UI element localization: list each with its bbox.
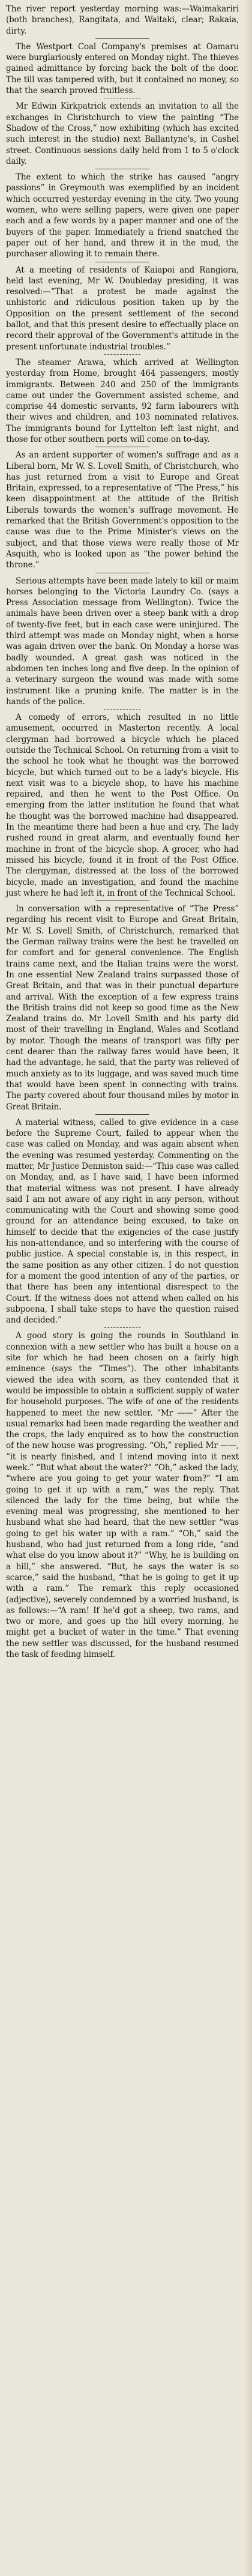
paragraph-womens-suffrage: As an ardent supporter of women's suffrage and as a Liberal born, Mr W. S. Lovell Smith, of Christchurch, who has just returned from a visit to Europe and Great Britain, expressed, to a representative of “The Press,” his keen disappointment at the attitude of the British Liberals towards the women's suffrage movement. He remarked that the British Government's opposition to the cause was due to the Prime Minister's views on the subject, and that those views were really those of Mr Asquith, who is looked upon as “the power behind the throne.” — [6, 450, 239, 570]
paragraph-painting-exhibition: Mr Edwin Kirkpatrick extends an invitation to all the exchanges in Christchurch to view the painting “The Shadow of the Cross,” now exhibiting (which has excited such interest in the studio) next Ballantyne's, in Cashel street. Continuous sessions daily held from 1 to 5 o'clock daily. — [6, 101, 239, 166]
paragraph-river-report: The river report yesterday morning was:—Waimakariri (both branches), Rangitata, and Waitaki, clear; Rakaia, dirty. — [6, 4, 239, 36]
paragraph-railway-trains: In conversation with a representative of “The Press” regarding his recent visit to Europe and Great Britain, Mr W. S. Lovell Smith, of Christchurch, remarked that the German railway trains were the best he travelled on for comfort and for general convenience. The English trains came next, and the Italian trains were the worst. In one essential New Zealand trains surpassed those of Great Britain, and that was in their punctual departure and arrival. With the exception of a few express trains the British trains did not keep so good time as the New Zealand trains do. Mr Lovell Smith and his party did most of their travelling in England, Wales and Scotland by motor. Though the means of transport was fifty per cent dearer than the railway fares would have been, it had the advantage, he said, that the party was relieved of much anxiety as to its luggage, and was saved much time that would have been spent in connecting with trains. The party covered about four thousand miles by motor in Great Britain. — [6, 904, 239, 1112]
separator-rule — [104, 1327, 140, 1328]
separator-rule — [104, 709, 140, 710]
separator-rule — [104, 354, 140, 355]
paragraph-coal-company-burglary: The Westport Coal Company's premises at Oamaru were burglariously entered on Monday night. The thieves gained admittance by forcing back the bolt of the door. The till was tampered with, but it contained no money, so that the search proved fruitless. — [6, 41, 239, 96]
page-edge-shadow — [244, 0, 252, 2576]
paragraph-southland-ram-story: A good story is going the rounds in Southland in connexion with a new settler who has built a house on a site for which he had been chosen on a fairly high eminence (says the “Times”). The other inhabitants viewed the idea with scorn, as they contended that it would be impossible to obtain a sufficient supply of water for household purposes. The wife of one of the residents happened to meet the new settler. “Mr ——” After the usual remarks had been made regarding the weather and the crops, the lady enquired as to how the construction of the new house was progressing. “Oh,” replied Mr ——, “it is nearly finished, and I intend moving into it next week.” “But what about the water?” “Oh,” asked the lady, “where are you going to get your water from?” “I am going to get it up with a ram,” was the reply. That silenced the lady for the time being, but while the evening meal was progressing, she mentioned to her husband what she had heard, that the new settler “was going to get his water up with a ram.” “Oh,” said the husband, who had just returned from a long ride, “and what else do you know about it?” “Why, he is building on a hill,” she answered. “But, he says the water is so scarce,” said the husband, “that he is going to get it up with a ram.” The remark this reply occasioned (adjective), severely condemned by a worried husband, is as follows:—“A ram! If he'd got a sheep, two rams, and two or more, and goes up the hill every morning, he might get a bucket of water in the time.” That evening the new settler was discussed, for the husband resumed the task of feeding himself. — [6, 1331, 239, 1660]
separator-rule — [95, 900, 149, 901]
paragraph-comedy-of-errors: A comedy of errors, which resulted in no little amusement, occurred in Masterton recently. A local clergyman had borrowed a bicycle which he placed outside the Technical School. On returning from a visit to the school he took what he thought was the borrowed bicycle, but which turned out to be a lady's bicycle. His next visit was to a bicycle shop, to have his machine repaired, and then he went to the Post Office. On emerging from the latter institution he found that what he thought was the borrowed machine had disappeared. In the meantime there had been a hue and cry. The lady rushed round in great alarm, and eventually found her machine in front of the bicycle shop. A grocer, who had missed his bicycle, found it in front of the Post Office. The clergyman, distressed at the loss of the borrowed bicycle, made an investigation, and found the machine just where he had left it, in front of the Technical School. — [6, 713, 239, 898]
paragraph-kaiapoi-meeting: At a meeting of residents of Kaiapoi and Rangiora, held last evening, Mr W. Doubleday presiding, it was resolved:—“That a protest be made against the unhistoric and ridiculous position taken up by the Opposition on the present settlement of the second ballot, and that this present desire to effectually place on record their approval of the Government's attitude in the present unfortunate industrial troubles.” — [6, 265, 239, 352]
separator-rule — [95, 38, 149, 39]
paragraph-material-witness: A material witness, called to give evidence in a case before the Supreme Court, failed to appear when the case was called on Monday, and was again absent when the evening was resumed yesterday. Commenting on the matter, Mr Justice Denniston said:—“This case was called on Monday, and, as I have said, I have been informed that material witness was not present. I have already said I am not aware of any right in any person, without communicating with the Court and showing some good ground for an attendance being excused, to take on himself to decide that the exigencies of the case justify his non-attendance, and so interfering with the course of public justice. A special constable is, in this respect, in the same position as any other citizen. I do not question for a moment the good intention of any of the parties, or that there has been any intentional disrespect to the Court. If the witness does not attend when called on his subpoena, I shall take steps to have the question raised and decided.” — [6, 1117, 239, 1326]
paragraph-arawa-immigrants: The steamer Arawa, which arrived at Wellington yesterday from Home, brought 464 passengers, mostly immigrants. Between 240 and 250 of the immigrants came out under the Government assisted scheme, and comprise 44 domestic servants, 92 farm labourers with their wives and children, and 103 nominated relatives. The immigrants bound for Lyttelton left last night, and those for other southern ports will come on to-day. — [6, 357, 239, 444]
paragraph-laundry-horses: Serious attempts have been made lately to kill or maim horses belonging to the Victoria Laundry Co. (says a Press Association message from Wellington). Twice the animals have been driven over a steep bank with a drop of twenty-five feet, but in each case were uninjured. The third attempt was made on Monday night, when a horse was again driven over the bank. On Monday a horse was badly wounded. A great gash was noticed in the abdomen ten inches long and five deep. In the opinion of a veterinary surgeon the wound was made with some instrument like a pruning knife. The matter is in the hands of the police. — [6, 576, 239, 707]
paragraph-strike-incident: The extent to which the strike has caused “angry passions” in Greymouth was exemplified by an incident which occurred yesterday evening in the city. Two young women, who were selling papers, were given one paper each and a few words by a paper manner and one of the buyers of the paper. Immediately a friend snatched the paper out of her hand, and threw it in the mud, the purchaser allowing it to remain there. — [6, 172, 239, 259]
separator-rule — [95, 1114, 149, 1115]
